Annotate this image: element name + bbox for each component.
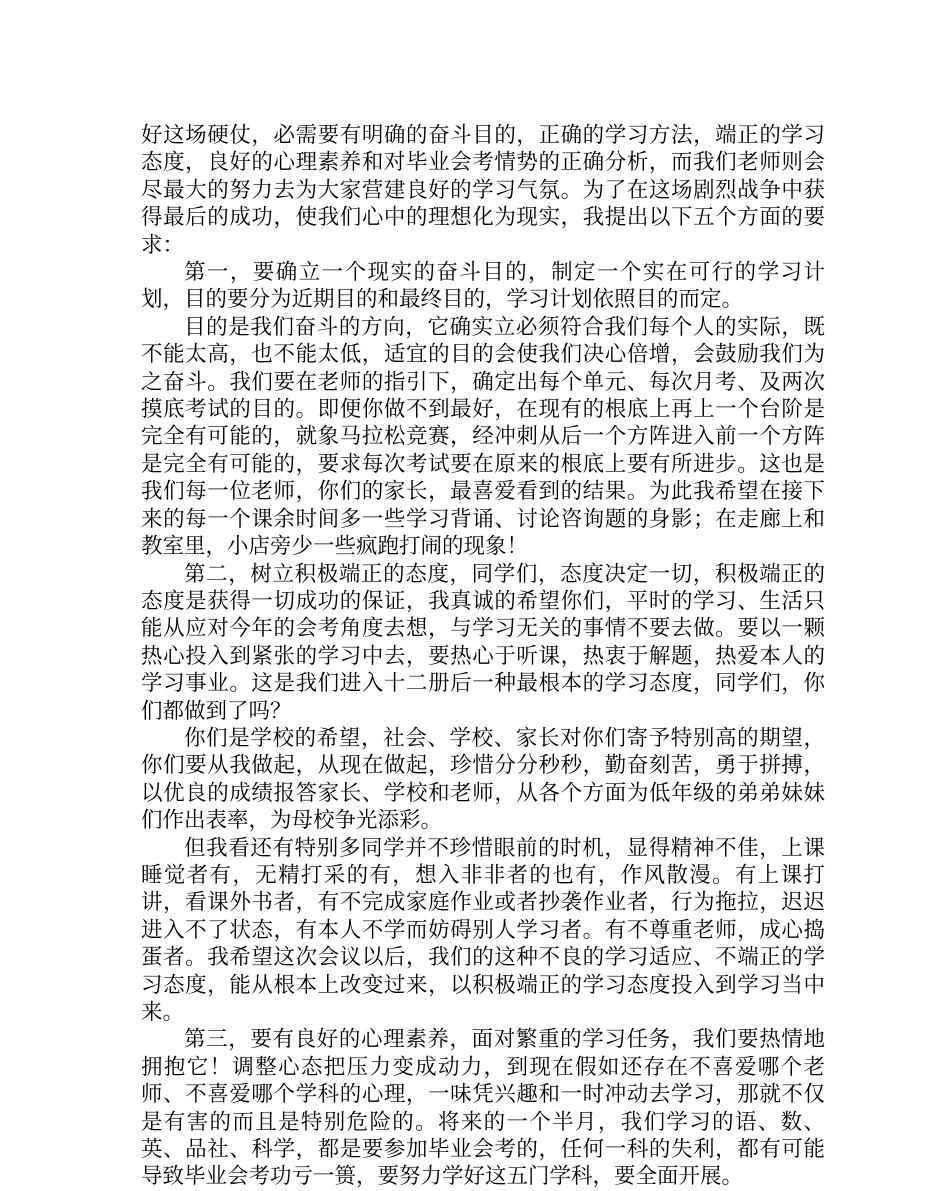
paragraph: 目的是我们奋斗的方向，它确实立必须符合我们每个人的实际，既不能太高，也不能太低，适宜的目的会使我们决心倍增，会鼓励我们为之奋斗。我们要在老师的指引下，确定出每个单元、每次月考、及两次摸底考试的目的。即便你做不到最好，在现有的根底上再上一个台阶是完全有可能的，就象马拉松竞赛，经冲刺从后一个方阵进入前一个方阵是完全有可能的，要求每次考试要在原来的根底上要有所进步。这也是我们每一位老师，你们的家长，最喜爱看到的结果。为此我希望在接下来的每一个课余时间多一些学习背诵、讨论咨询题的身影；在走廊上和教室里，小店旁少一些疯跑打闹的现象！ <box>141 314 825 560</box>
document-body <box>141 122 825 1191</box>
paragraph: 好这场硬仗，必需要有明确的奋斗目的，正确的学习方法，端正的学习态度，良好的心理素养和对毕业会考情势的正确分析，而我们老师则会尽最大的努力去为大家营建良好的学习气氛。为了在这场剧烈战争中获得最后的成功，使我们心中的理想化为现实，我提出以下五个方面的要求： <box>141 123 825 258</box>
paragraph: 但我看还有特别多同学并不珍惜眼前的时机，显得精神不佳，上课睡觉者有，无精打采的有，想入非非者的也有，作风散漫。有上课打讲，看课外书者，有不完成家庭作业或者抄袭作业者，行为拖拉，迟迟进入不了状态，有本人不学而妨碍别人学习者。有不尊重老师，成心捣蛋者。我希望这次会议以后，我们的这种不良的学习适应、不端正的学习态度，能从根本上改变过来，以积极端正的学习态度投入到学习当中来。 <box>141 835 825 1025</box>
paragraph: 第二，树立积极端正的态度，同学们，态度决定一切，积极端正的态度是获得一切成功的保证，我真诚的希望你们，平时的学习、生活只能从应对今年的会考角度去想，与学习无关的事情不要去做。要以一颗热心投入到紧张的学习中去，要热心于听课，热衷于解题，热爱本人的学习事业。这是我们进入十二册后一种最根本的学习态度，同学们，你们都做到了吗？ <box>141 561 825 724</box>
paragraph: 第三，要有良好的心理素养，面对繁重的学习任务，我们要热情地拥抱它！调整心态把压力变成动力，到现在假如还存在不喜爱哪个老师、不喜爱哪个学科的心理，一味凭兴趣和一时冲动去学习，那就不仅是有害的而且是特别危险的。将来的一个半月，我们学习的语、数、英、品社、科学，都是要参加毕业会考的，任何一科的失利，都有可能导致毕业会考功亏一篑，要努力学好这五门学科，要全面开展。 <box>141 1027 825 1190</box>
paragraph: 你们是学校的希望，社会、学校、家长对你们寄予特别高的期望，你们要从我做起，从现在做起，珍惜分分秒秒，勤奋刻苦，勇于拼搏，以优良的成绩报答家长、学校和老师，从各个方面为低年级的弟弟妹妹们作出表率，为母校争光添彩。 <box>141 725 825 834</box>
paragraph: 第一，要确立一个现实的奋斗目的，制定一个实在可行的学习计划，目的要分为近期目的和最终目的，学习计划依照目的而定。 <box>141 260 825 313</box>
